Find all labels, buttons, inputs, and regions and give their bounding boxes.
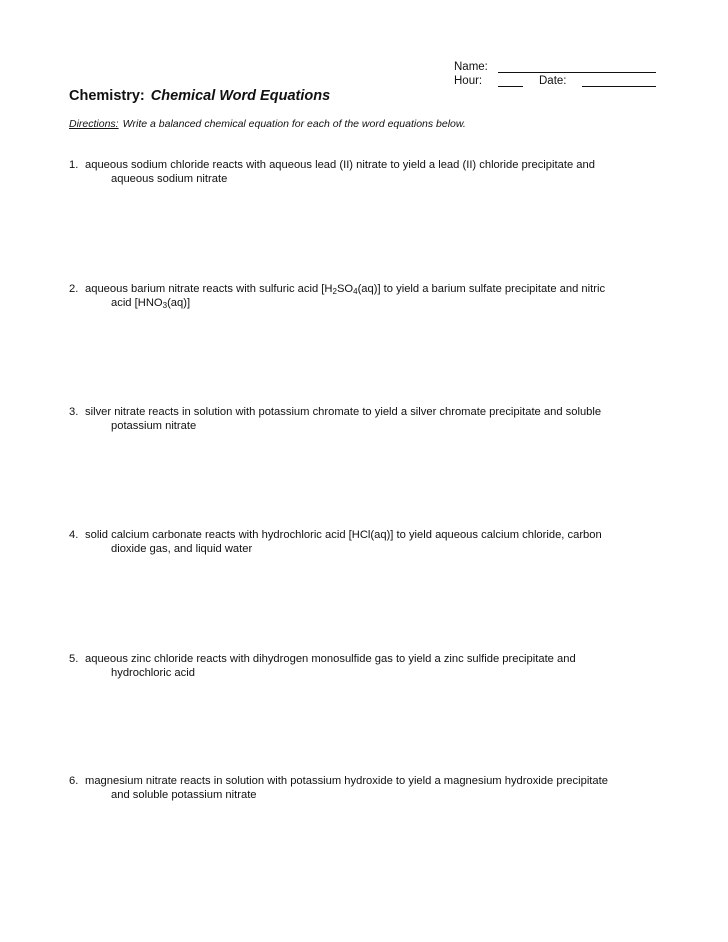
question-text-line1-part-c: (aq)] to yield a barium sulfate precipitate and nitric — [357, 283, 606, 295]
question-number: 3. — [69, 406, 79, 418]
question-text-line1: aqueous sodium chloride reacts with aqueous lead (II) nitrate to yield a lead (II) chloride precipitate and — [85, 159, 595, 171]
worksheet-title — [69, 88, 330, 104]
question-text-line1-part-a: aqueous barium nitrate reacts with sulfuric acid [H — [85, 283, 333, 295]
question-text-line1: silver nitrate reacts in solution with potassium chromate to yield a silver chromate precipitate and soluble — [85, 406, 602, 418]
question-text-line2-part-b: (aq)] — [167, 297, 191, 309]
question-text-line1: magnesium nitrate reacts in solution with potassium hydroxide to yield a magnesium hydroxide precipitate — [85, 775, 608, 787]
question-number: 4. — [69, 529, 79, 541]
question-text-line2-part-a: acid [HNO — [111, 297, 163, 309]
question-number: 5. — [69, 653, 79, 665]
hour-blank[interactable] — [498, 74, 523, 87]
question-3 — [69, 405, 659, 433]
question-text-line2: and soluble potassium nitrate — [111, 789, 257, 801]
question-2 — [69, 282, 659, 310]
directions-text: Write a balanced chemical equation for each of the word equations below. — [122, 118, 466, 130]
name-label: Name: — [454, 61, 488, 73]
subscript-4: 4 — [353, 287, 358, 296]
question-text-line2: potassium nitrate — [111, 420, 197, 432]
title-subject: Chemistry: — [69, 88, 145, 104]
date-label: Date: — [539, 75, 567, 87]
question-number: 6. — [69, 775, 79, 787]
question-6 — [69, 774, 659, 802]
question-5 — [69, 652, 659, 680]
subscript-2: 2 — [332, 287, 337, 296]
hour-label: Hour: — [454, 75, 483, 87]
title-topic: Chemical Word Equations — [150, 88, 331, 104]
subscript-3: 3 — [162, 301, 168, 310]
date-blank[interactable] — [582, 74, 656, 87]
question-text-line1-part-b: SO — [336, 283, 354, 295]
question-4 — [69, 528, 659, 556]
question-1 — [69, 158, 659, 186]
directions — [69, 118, 466, 130]
question-text-line2: dioxide gas, and liquid water — [111, 543, 253, 555]
directions-label: Directions: — [69, 118, 119, 130]
question-text-line1: solid calcium carbonate reacts with hydrochloric acid [HCl(aq)] to yield aqueous calcium chloride, carbon — [85, 529, 602, 541]
question-text-line1: aqueous zinc chloride reacts with dihydrogen monosulfide gas to yield a zinc sulfide precipitate and — [85, 653, 576, 665]
question-number: 2. — [69, 283, 79, 295]
question-text-line2: hydrochloric acid — [111, 667, 195, 679]
question-number: 1. — [69, 159, 79, 171]
name-blank[interactable] — [498, 60, 656, 73]
question-text-line2: aqueous sodium nitrate — [111, 173, 228, 185]
